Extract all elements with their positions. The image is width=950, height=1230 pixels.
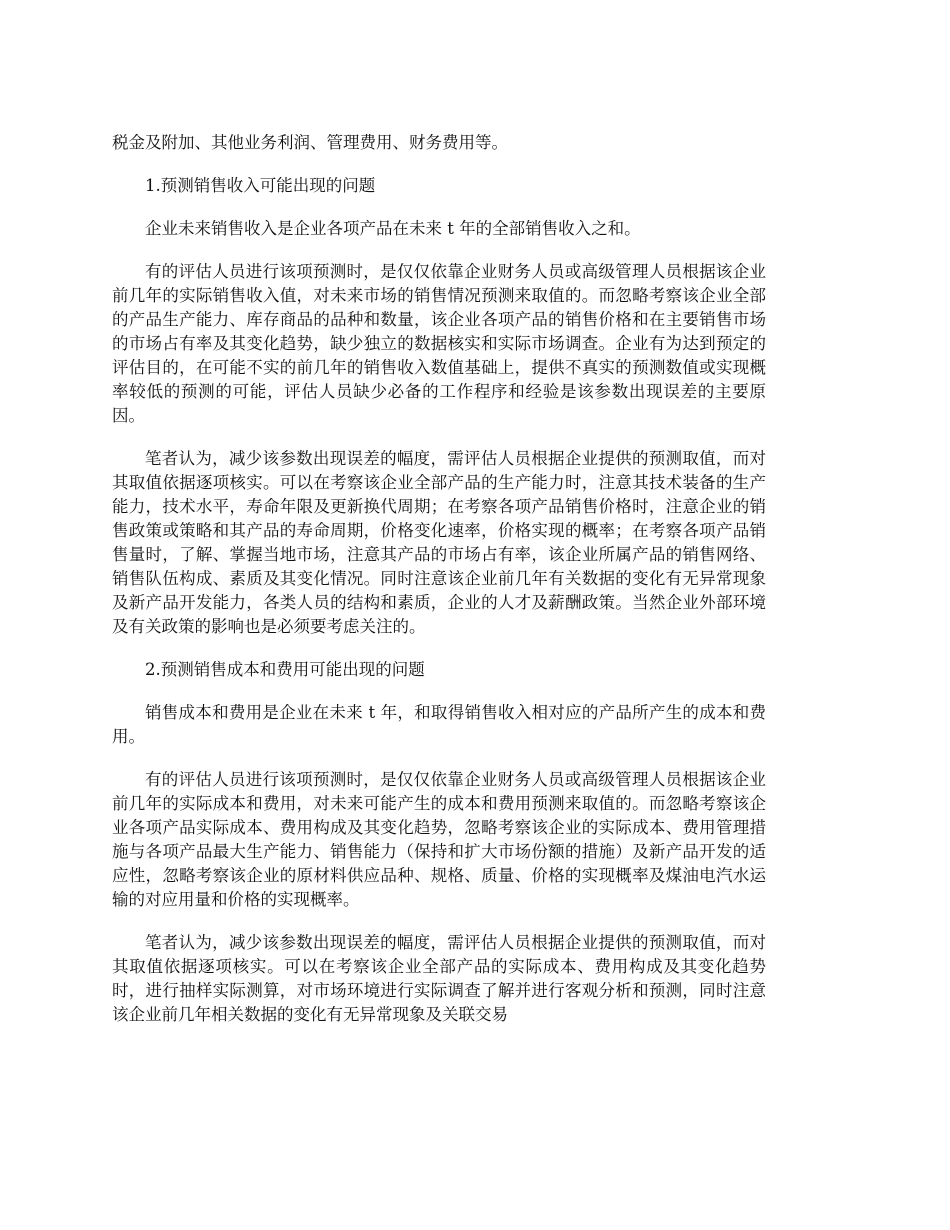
section-heading-cost-expense: 2.预测销售成本和费用可能出现的问题 xyxy=(145,660,425,679)
paragraph-cost-definition: 销售成本和费用是企业在未来 t 年，和取得销售收入相对应的产品所产生的成本和费用。 xyxy=(112,703,766,746)
paragraph-cost-problem: 有的评估人员进行该项预测时，是仅仅依靠企业财务人员或高级管理人员根据该企业前几年的实际成本和费用，对未来可能产生的成本和费用预测来取值的。而忽略考察该企业各项产品实际成本、费用构成及其变化趋势，忽略考察该企业的实际成本、费用管理措施与各项产品最大生产能力、销售能力（保持和扩大市场份额的措施）及新产品开发的适应性，忽略考察该企业的原材料供应品种、规格、质量、价格的实现概率及煤油电汽水运输的对应用量和价格的实现概率。 xyxy=(112,770,766,909)
section-heading-sales-revenue: 1.预测销售收入可能出现的问题 xyxy=(145,176,376,195)
document-body xyxy=(112,131,766,1046)
paragraph-revenue-recommendation: 笔者认为，减少该参数出现误差的幅度，需评估人员根据企业提供的预测取值，而对其取值依据逐项核实。可以在考察该企业全部产品的生产能力时，注意其技术装备的生产能力，技术水平，寿命年限及更新换代周期；在考察各项产品销售价格时，注意企业的销售政策或策略和其产品的寿命周期，价格变化速率，价格实现的概率；在考察各项产品销售量时，了解、掌握当地市场，注意其产品的市场占有率，该企业所属产品的销售网络、销售队伍构成、素质及其变化情况。同时注意该企业前几年有关数据的变化有无异常现象及新产品开发能力，各类人员的结构和素质，企业的人才及薪酬政策。当然企业外部环境及有关政策的影响也是必须要考虑关注的。 xyxy=(112,449,766,636)
paragraph-cost-recommendation: 笔者认为，减少该参数出现误差的幅度，需评估人员根据企业提供的预测取值，而对其取值依据逐项核实。可以在考察该企业全部产品的实际成本、费用构成及其变化趋势时，进行抽样实际测算，对市场环境进行实际调查了解并进行客观分析和预测，同时注意该企业前几年相关数据的变化有无异常现象及关联交易 xyxy=(112,933,766,1024)
paragraph-revenue-problem: 有的评估人员进行该项预测时，是仅仅依靠企业财务人员或高级管理人员根据该企业前几年的实际销售收入值，对未来市场的销售情况预测来取值的。而忽略考察该企业全部的产品生产能力、库存商品的品种和数量，该企业各项产品的销售价格和在主要销售市场的市场占有率及其变化趋势，缺少独立的数据核实和实际市场调查。企业有为达到预定的评估目的，在可能不实的前几年的销售收入数值基础上，提供不真实的预测数值或实现概率较低的预测的可能，评估人员缺少必备的工作程序和经验是该参数出现误差的主要原因。 xyxy=(112,262,766,425)
paragraph-intro-continuation: 税金及附加、其他业务利润、管理费用、财务费用等。 xyxy=(112,133,508,152)
paragraph-revenue-definition: 企业未来销售收入是企业各项产品在未来 t 年的全部销售收入之和。 xyxy=(145,219,641,238)
